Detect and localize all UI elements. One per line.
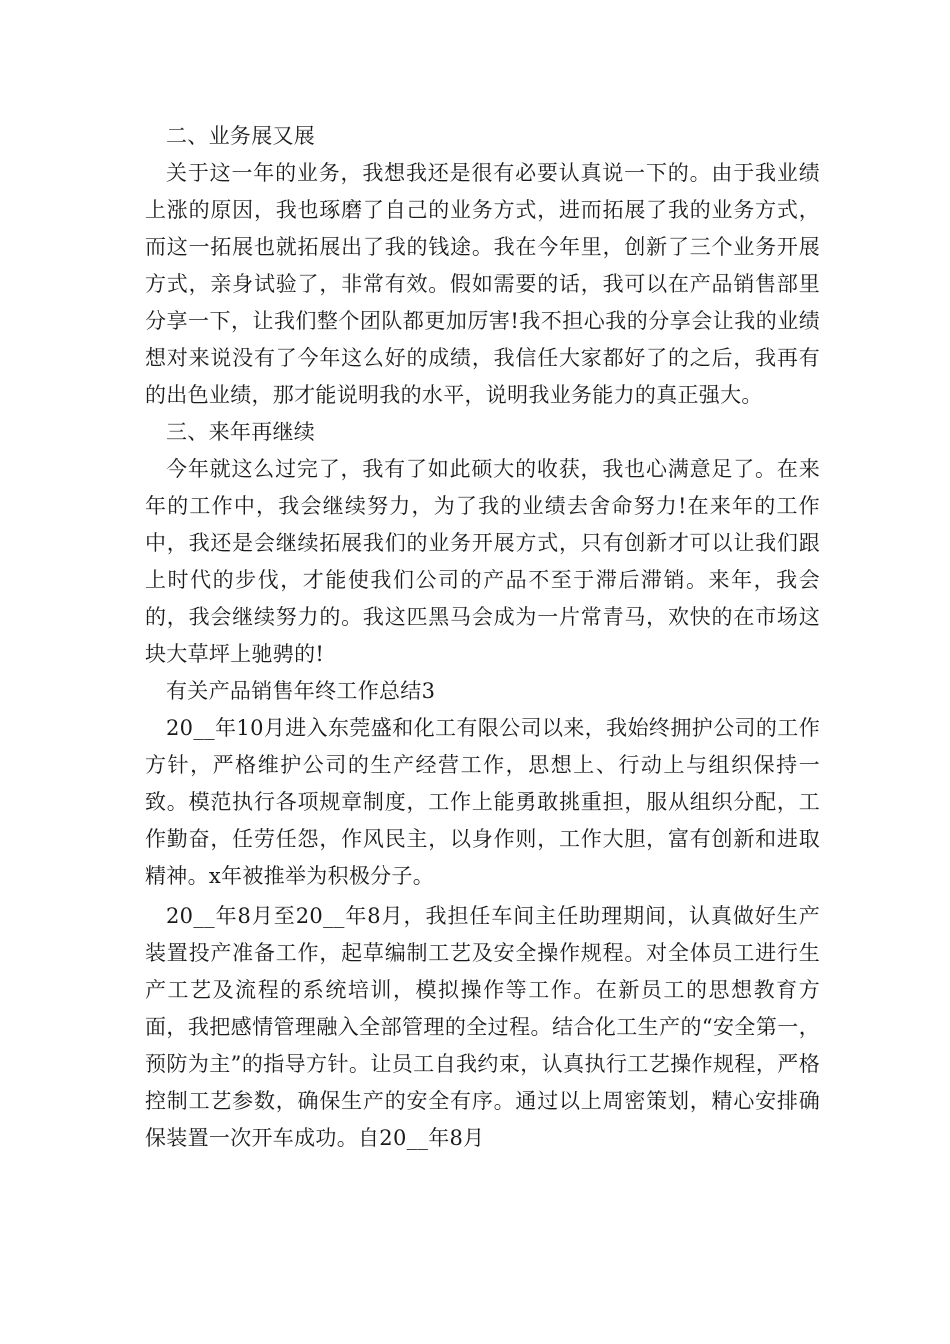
paragraph-joining-company: 20__年10月进入东莞盛和化工有限公司以来，我始终拥护公司的工作方针，严格维护公司的生产经营工作，思想上、行动上与组织保持一致。模范执行各项规章制度，工作上能勇敢挑重担，服从组织分配，工作勤奋，任劳任怨，作风民主，以身作则，工作大胆，富有创新和进取精神。x年被推举为积极分子。	[145, 716, 820, 888]
section-heading-next-year: 三、来年再继续	[166, 420, 316, 444]
document-body	[145, 118, 820, 1157]
paragraph-workshop-assistant: 20__年8月至20__年8月，我担任车间主任助理期间，认真做好生产装置投产准备工作，起草编制工艺及安全操作规程。对全体员工进行生产工艺及流程的系统培训，模拟操作等工作。在新员工的思想教育方面，我把感情管理融入全部管理的全过程。结合化工生产的“安全第一，预防为主”的指导方针。让员工自我约束，认真执行工艺操作规程，严格控制工艺参数，确保生产的安全有序。通过以上周密策划，精心安排确保装置一次开车成功。自20__年8月	[145, 904, 820, 1150]
paragraph-next-year: 今年就这么过完了，我有了如此硕大的收获，我也心满意足了。在来年的工作中，我会继续努力，为了我的业绩去舍命努力!在来年的工作中，我还是会继续拓展我们的业务开展方式，只有创新才可以让我们跟上时代的步伐，才能使我们公司的产品不至于滞后滞销。来年，我会的，我会继续努力的。我这匹黑马会成为一片常青马，欢快的在市场这块大草坪上驰骋的!	[145, 457, 820, 666]
paragraph-business: 关于这一年的业务，我想我还是很有必要认真说一下的。由于我业绩上涨的原因，我也琢磨了自己的业务方式，进而拓展了我的业务方式，而这一拓展也就拓展出了我的钱途。我在今年里，创新了三个业务开展方式，亲身试验了，非常有效。假如需要的话，我可以在产品销售部里分享一下，让我们整个团队都更加厉害!我不担心我的分享会让我的业绩想对来说没有了今年这么好的成绩，我信任大家都好了的之后，我再有的出色业绩，那才能说明我的水平，说明我业务能力的真正强大。	[145, 161, 820, 407]
section-heading-summary-3: 有关产品销售年终工作总结3	[166, 679, 436, 703]
section-heading-business: 二、业务展又展	[166, 124, 316, 148]
